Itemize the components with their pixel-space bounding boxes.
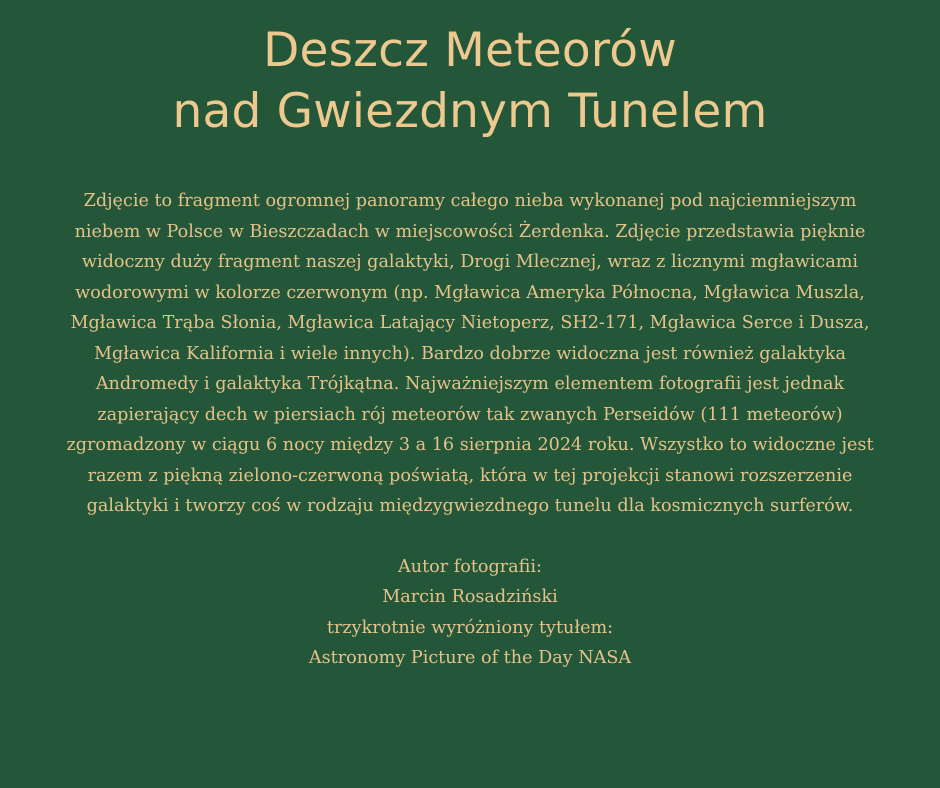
title-line-2: nad Gwiezdnym Tunelem	[172, 84, 768, 139]
page-title	[0, 0, 940, 142]
author-name: Marcin Rosadziński	[382, 587, 558, 607]
credits-label: Autor fotografii:	[398, 556, 542, 577]
award-label: trzykrotnie wyróżniony tytułem:	[326, 617, 614, 638]
award-name: Astronomy Picture of the Day NASA	[308, 648, 632, 668]
photo-description: Zdjęcie to fragment ogromnej panoramy całego nieba wykonanej pod najciemniejszym niebem w Polsce w Bieszczadach w miejscowości Żerdenka. Zdjęcie przedstawia pięknie widoczny duży fragment naszej galaktyki, Drogi Mlecznej, wraz z licznymi mgławicami wodorowymi w kolorze czerwonym (np. Mgławica Ameryka Północna, Mgławica Muszla, Mgławica Trąba Słonia, Mgławica Latający Nietoperz, SH2-171, Mgławica Serce i Dusza, Mgławica Kalifornia i wiele innych). Bardzo dobrze widoczna jest również galaktyka Andromedy i galaktyka Trójkątna. Najważniejszym elementem fotografii jest jednak zapierający dech w piersiach rój meteorów tak zwanych Perseidów (111 meteorów) zgromadzony w ciągu 6 nocy między 3 a 16 sierpnia 2024 roku. Wszystko to widoczne jest razem z piękną zielono-czerwoną poświatą, która w tej projekcji stanowi rozszerzenie galaktyki i tworzy coś w rodzaju międzygwiezdnego tunelu dla kosmicznych surferów.	[66, 191, 874, 516]
title-line-1: Deszcz Meteorów	[263, 23, 677, 78]
photo-credits	[0, 552, 940, 674]
